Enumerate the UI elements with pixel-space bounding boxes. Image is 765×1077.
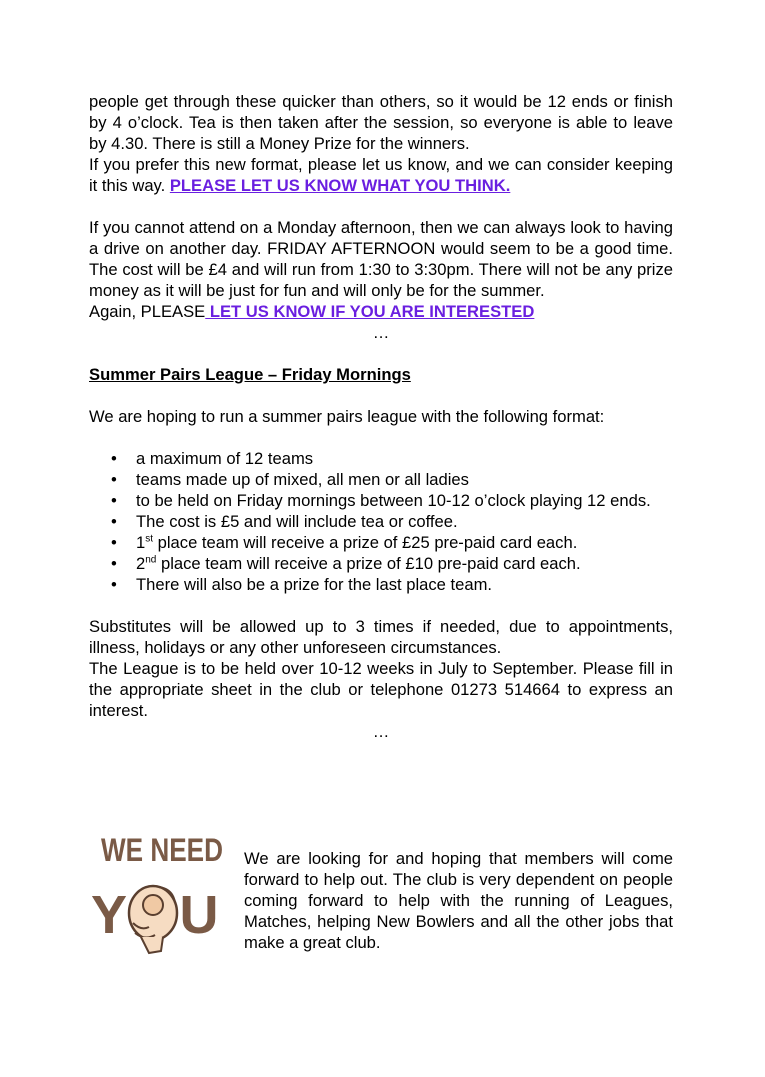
spacer (89, 196, 673, 217)
prize-second-text: place team will receive a prize of £10 pre-paid card each. (156, 554, 581, 573)
league-details-paragraph: The League is to be held over 10-12 weeks in July to September. Please fill in the appropriate sheet in the club or telephone 01273 514664 to express an interest. (89, 659, 673, 720)
bullet-icon: • (111, 533, 117, 552)
list-item (89, 532, 673, 553)
list-item (89, 574, 673, 595)
substitutes-paragraph: Substitutes will be allowed up to 3 times if needed, due to appointments, illness, holidays or any other unforeseen circumstances. (89, 617, 673, 657)
document-page (89, 91, 673, 742)
volunteer-text: We are looking for and hoping that members will come forward to help out. The club is very dependent on people coming forward to help with the running of Leagues, Matches, helping New Bowlers and all the other jobs that make a great club. (244, 848, 673, 952)
prize-second-num: 2 (136, 554, 146, 573)
list-item (89, 490, 673, 511)
list-item-text: There will also be a prize for the last place team. (136, 575, 493, 594)
league-intro: We are hoping to run a summer pairs league with the following format: (89, 407, 605, 426)
prize-first-num: 1 (136, 533, 146, 552)
bullet-icon: • (111, 575, 117, 594)
feedback-link[interactable]: PLEASE LET US KNOW WHAT YOU THINK. (169, 176, 511, 195)
bullet-icon: • (111, 512, 117, 531)
spacer (89, 385, 673, 406)
intro-paragraph-feedback (89, 154, 673, 196)
intro-paragraph-format: people get through these quicker than others, so it would be 12 ends or finish by 4 o’clock. Tea is then taken after the session, so everyone is able to leave by 4.30. There is still a Money Prize for the winners. (89, 92, 673, 153)
bullet-icon: • (111, 449, 117, 468)
prize-first-text: place team will receive a prize of £25 pre-paid card each. (153, 533, 578, 552)
bullet-icon: • (111, 491, 117, 510)
spacer (89, 595, 673, 616)
friday-afternoon-paragraph: If you cannot attend on a Monday afternoon, then we can always look to having a drive on another day. FRIDAY AFTERNOON would seem to be a good time. The cost will be £4 and will run from 1:30 to 3:30pm. There will not be any prize money as it will be just for fun and will only be for the summer. (89, 218, 673, 300)
list-item-text: The cost is £5 and will include tea or coffee. (136, 512, 458, 531)
league-heading: Summer Pairs League – Friday Mornings (89, 365, 411, 384)
list-item (89, 469, 673, 490)
list-item-text: to be held on Friday mornings between 10-12 o’clock playing 12 ends. (136, 491, 651, 510)
feedback-text: If you prefer this new format, please let us know, and we can consider keeping it this way. (89, 155, 673, 195)
bullet-icon: • (111, 470, 117, 489)
interest-text: Again, PLEASE (89, 302, 206, 321)
list-item (89, 553, 673, 574)
interest-paragraph (89, 301, 673, 322)
spacer (89, 343, 673, 364)
bullet-icon: • (111, 554, 117, 573)
we-need-heading: WE NEED (101, 832, 223, 868)
league-format-list (89, 448, 673, 595)
you-letter-u: U (179, 885, 219, 945)
list-item (89, 448, 673, 469)
prize-second-sup: nd (145, 554, 157, 566)
pointing-finger-icon (129, 886, 177, 953)
list-item (89, 511, 673, 532)
list-item-text: teams made up of mixed, all men or all ladies (136, 470, 469, 489)
section-ellipsis: … (372, 722, 390, 741)
you-letter-y: Y (90, 885, 128, 945)
we-need-you-image (89, 831, 235, 959)
interest-link[interactable]: LET US KNOW IF YOU ARE INTERESTED (205, 302, 535, 321)
volunteer-section (89, 831, 673, 961)
list-item-text: a maximum of 12 teams (136, 449, 314, 468)
spacer (89, 427, 673, 448)
prize-first-sup: st (145, 533, 154, 545)
section-ellipsis: … (372, 323, 390, 342)
